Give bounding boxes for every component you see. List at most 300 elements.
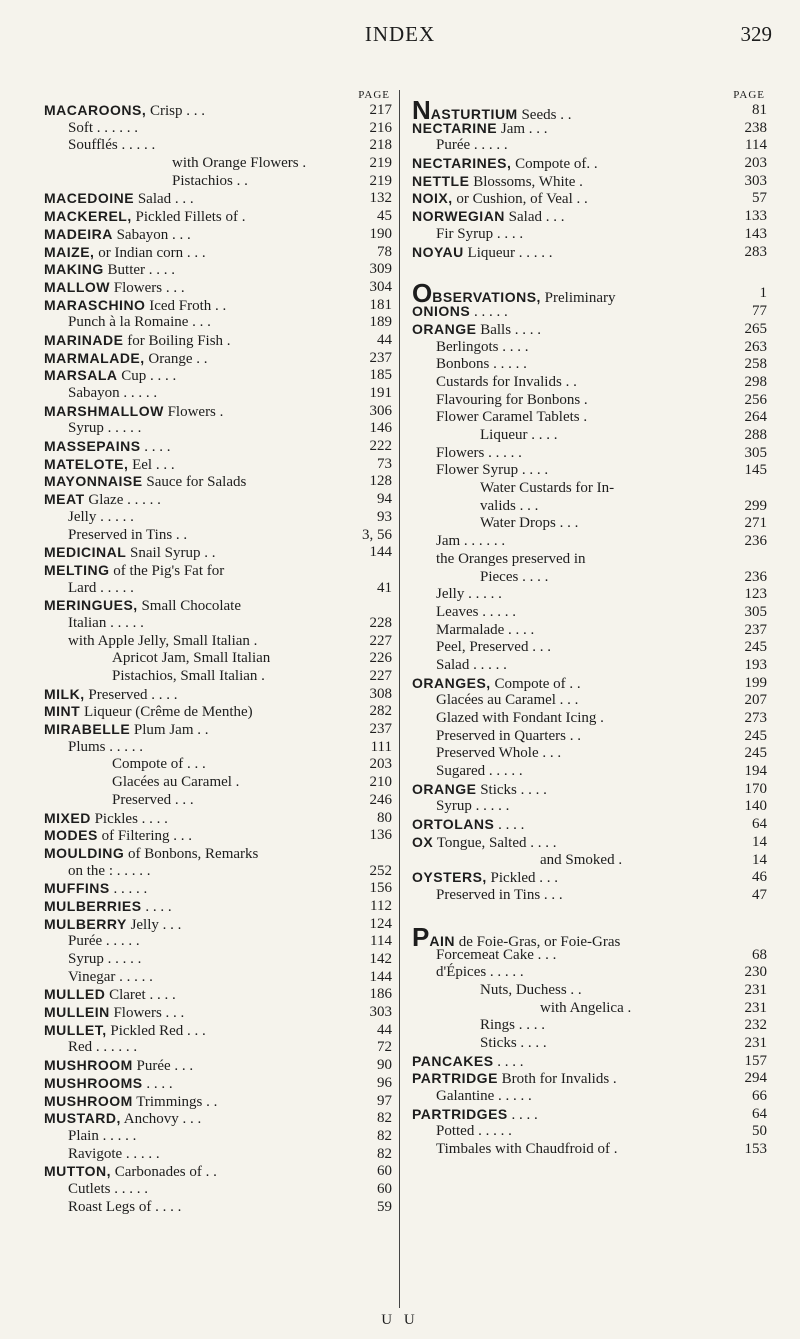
entry-page-number: 231 — [744, 1035, 767, 1051]
entry-description: Small Chocolate — [137, 598, 242, 615]
entry-headword: OYSTERS, — [412, 869, 487, 886]
entry-page-number: 282 — [369, 703, 392, 720]
entry-text — [436, 1123, 512, 1141]
entry-page-number: 14 — [752, 833, 767, 850]
entry-text — [412, 208, 565, 227]
entry-text — [44, 297, 226, 316]
entry-description: Pickled Red . . . — [106, 1022, 206, 1039]
index-entry — [412, 261, 767, 309]
entry-text — [436, 445, 522, 463]
entry-page-number: 226 — [369, 650, 392, 667]
entry-text — [412, 190, 588, 209]
entry-headword: MEDICINAL — [44, 544, 127, 561]
entry-description: Soufflés . . . . . — [68, 137, 156, 154]
entry-page-number: 59 — [377, 1198, 392, 1215]
entry-page-number: 96 — [377, 1074, 392, 1091]
entry-text — [480, 427, 557, 445]
entry-headword: MULLET, — [44, 1021, 107, 1038]
index-entry — [44, 597, 392, 615]
entry-headword: MUSHROOMS — [44, 1074, 143, 1091]
entry-description: Pieces . . . . — [480, 568, 549, 585]
entry-page-number: 273 — [744, 710, 767, 726]
entry-page-number: 193 — [744, 656, 767, 673]
entry-page-number: 236 — [744, 533, 767, 550]
entry-description: Syrup . . . . . — [68, 420, 142, 437]
entry-headword: MUSHROOM — [44, 1057, 133, 1074]
entry-description: Sticks . . . . — [480, 1035, 547, 1051]
entry-page-number: 288 — [744, 427, 767, 443]
entry-text — [68, 1146, 160, 1164]
entry-description: Flowers . . . — [109, 1005, 185, 1022]
entry-text — [436, 692, 578, 710]
entry-page-number: 298 — [744, 373, 767, 390]
entry-text — [68, 137, 155, 155]
entry-description: with Apple Jelly, Small Italian . — [68, 632, 258, 649]
entry-page-number: 219 — [369, 172, 392, 189]
index-entry — [44, 420, 392, 438]
entry-description: Sauce for Salads — [142, 474, 247, 491]
index-entry — [412, 515, 767, 533]
entry-page-number: 191 — [369, 385, 392, 401]
entry-page-number: 68 — [752, 946, 767, 963]
entry-description: of Filtering . . . — [97, 828, 193, 845]
entry-headword: MUSHROOM — [44, 1092, 133, 1109]
entry-page-number: 60 — [377, 1180, 392, 1197]
entry-text — [412, 303, 508, 322]
entry-page-number: 305 — [744, 444, 767, 461]
entry-description: Plain . . . . . — [68, 1127, 137, 1144]
entry-headword: NORWEGIAN — [412, 208, 505, 225]
entry-text — [112, 774, 239, 792]
entry-page-number: 189 — [369, 314, 392, 331]
entry-page-number: 64 — [752, 1105, 767, 1122]
entry-description: Butter . . . . — [103, 262, 176, 279]
entry-headword: MUTTON, — [44, 1163, 112, 1180]
index-entry — [44, 173, 392, 191]
entry-headword: NETTLE — [412, 172, 470, 189]
entry-page-number: 44 — [377, 1021, 392, 1038]
entry-text — [436, 604, 516, 622]
entry-text — [412, 173, 583, 192]
entry-text — [412, 1070, 617, 1089]
index-entry — [44, 350, 392, 368]
entry-text — [44, 544, 215, 563]
entry-text — [68, 1199, 181, 1217]
entry-page-number: 3, 56 — [362, 526, 392, 543]
entry-text — [44, 986, 176, 1005]
entry-text — [412, 869, 558, 888]
entry-headword: MATELOTE, — [44, 455, 129, 472]
entry-description: Trimmings . . — [132, 1093, 218, 1110]
entry-text — [68, 1039, 137, 1057]
index-entry — [44, 527, 392, 545]
entry-text — [68, 314, 211, 332]
entry-text — [44, 916, 181, 935]
entry-description: Preserved Whole . . . — [436, 745, 562, 762]
entry-page-number: 1 — [759, 285, 767, 302]
entry-description: Pickled . . . — [486, 870, 559, 887]
entry-description: on the : . . . . . — [68, 862, 151, 879]
entry-text — [68, 120, 138, 138]
index-entry — [44, 1128, 392, 1146]
entry-description: Broth for Invalids . — [497, 1071, 617, 1088]
entry-description: valids . . . — [480, 497, 539, 514]
index-entry — [412, 947, 767, 965]
index-entry — [412, 692, 767, 710]
index-entry — [44, 1075, 392, 1093]
index-entry — [44, 473, 392, 491]
entry-description: Salad . . . — [504, 209, 565, 226]
entry-page-number: 264 — [744, 409, 767, 426]
index-entry — [44, 562, 392, 580]
drop-initial: P — [412, 921, 430, 952]
entry-description: d'Épices . . . . . — [436, 964, 524, 981]
entry-text — [44, 845, 258, 864]
entry-page-number: 123 — [744, 586, 767, 603]
entry-headword: MILK, — [44, 685, 85, 702]
entry-description: Glaze . . . . . — [84, 492, 161, 509]
entry-description: Pistachios . . — [172, 172, 248, 189]
entry-text — [44, 438, 171, 457]
entry-page-number: 94 — [377, 491, 392, 508]
entry-text — [436, 462, 548, 480]
entry-text — [68, 633, 257, 651]
index-entry — [44, 880, 392, 898]
entry-page-number: 50 — [752, 1123, 767, 1140]
entry-description: Salad . . . — [134, 191, 194, 208]
entry-description: Purée . . . . . — [68, 933, 140, 950]
entry-description: Flowers . — [163, 403, 224, 420]
index-entry — [44, 1093, 392, 1111]
entry-description: Soft . . . . . . — [68, 119, 139, 136]
index-entry — [44, 155, 392, 173]
entry-page-number: 199 — [744, 674, 767, 691]
entry-description: Cup . . . . — [117, 368, 177, 385]
entry-page-number: 303 — [744, 172, 767, 189]
entry-headword: MERINGUES, — [44, 597, 138, 614]
index-entry — [412, 675, 767, 693]
index-entry — [44, 120, 392, 138]
entry-text — [44, 491, 161, 510]
entry-text — [480, 982, 582, 1000]
entry-text — [68, 615, 144, 633]
index-entry — [412, 339, 767, 357]
left-entry-list — [44, 102, 392, 1216]
entry-page-number: 203 — [369, 756, 392, 773]
entry-description: Red . . . . . . — [68, 1039, 138, 1056]
entry-page-number: 133 — [744, 208, 767, 225]
entry-text — [480, 1017, 545, 1035]
entry-text — [412, 1053, 524, 1072]
entry-description: with Orange Flowers . — [172, 155, 307, 172]
entry-text — [44, 703, 253, 722]
entry-headword: MARASCHINO — [44, 296, 146, 313]
entry-text — [436, 639, 551, 657]
index-entry — [412, 887, 767, 905]
entry-headword: MALLOW — [44, 278, 110, 295]
entry-page-number: 93 — [377, 508, 392, 525]
page-number: 329 — [740, 22, 772, 46]
entry-headword: AIN — [429, 932, 455, 949]
entry-page-number: 140 — [744, 798, 767, 815]
entry-headword: NOIX, — [412, 190, 453, 207]
index-entry — [44, 810, 392, 828]
entry-description: Plums . . . . . — [68, 738, 144, 755]
entry-page-number: 170 — [744, 780, 767, 797]
entry-text — [436, 964, 524, 982]
entry-description: of the Pig's Fat for — [109, 562, 225, 579]
entry-text — [44, 102, 205, 121]
entry-headword: MAKING — [44, 261, 104, 278]
index-entry — [44, 633, 392, 651]
entry-page-number: 237 — [369, 349, 392, 366]
signature-mark: U U — [381, 1312, 419, 1328]
column-divider — [399, 90, 400, 1308]
index-entry — [412, 173, 767, 191]
entry-text — [436, 657, 507, 675]
entry-page-number: 303 — [369, 1004, 392, 1021]
page-column-label: PAGE — [358, 89, 390, 101]
index-entry — [412, 622, 767, 640]
entry-description: . . . . — [140, 439, 171, 456]
index-entry — [44, 297, 392, 315]
entry-description: Sabayon . . . . . — [68, 385, 158, 401]
index-entry — [44, 1181, 392, 1199]
entry-text — [480, 1035, 547, 1053]
entry-text — [44, 1057, 193, 1076]
entry-page-number: 256 — [744, 391, 767, 408]
index-entry — [44, 261, 392, 279]
entry-text — [436, 137, 508, 155]
entry-description: Preserved . . . . — [84, 686, 178, 703]
entry-page-number: 219 — [369, 155, 392, 172]
entry-text — [436, 374, 577, 392]
entry-page-number: 72 — [377, 1039, 392, 1056]
entry-page-number: 64 — [752, 816, 767, 833]
entry-text — [436, 1141, 618, 1159]
entry-page-number: 82 — [377, 1127, 392, 1144]
entry-text — [68, 951, 141, 969]
entry-page-number: 142 — [369, 951, 392, 967]
entry-page-number: 207 — [744, 692, 767, 709]
index-entry — [44, 792, 392, 810]
entry-text — [68, 969, 153, 987]
entry-description: Jelly . . . . . — [436, 586, 502, 603]
entry-text — [112, 668, 265, 686]
index-entry — [412, 745, 767, 763]
entry-description: Jelly . . . . . — [68, 508, 134, 525]
entry-text — [44, 898, 172, 917]
entry-page-number: 124 — [369, 915, 392, 932]
entry-page-number: 294 — [744, 1070, 767, 1087]
entry-page-number: 90 — [377, 1057, 392, 1074]
index-entry — [412, 498, 767, 516]
page-title: INDEX — [364, 22, 436, 46]
index-entry — [412, 409, 767, 427]
entry-text — [68, 1181, 148, 1199]
entry-description: de Foie-Gras, or Foie-Gras — [454, 933, 621, 950]
entry-text — [412, 155, 598, 174]
entry-text — [412, 321, 541, 340]
entry-description: Crisp . . . — [146, 103, 205, 119]
index-entry — [412, 303, 767, 321]
index-entry — [412, 462, 767, 480]
entry-headword: MODES — [44, 827, 98, 844]
entry-page-number: 309 — [369, 261, 392, 278]
entry-text — [44, 244, 206, 263]
index-entry — [44, 703, 392, 721]
index-entry — [412, 427, 767, 445]
entry-page-number: 157 — [744, 1052, 767, 1069]
entry-text — [44, 190, 194, 209]
entry-text — [412, 834, 556, 853]
index-entry — [44, 863, 392, 881]
entry-text — [436, 356, 527, 374]
entry-text — [44, 279, 185, 298]
entry-page-number: 265 — [744, 320, 767, 337]
entry-page-number: 77 — [752, 303, 767, 320]
entry-text — [436, 947, 556, 965]
entry-page-number: 245 — [744, 639, 767, 656]
entry-description: . . . . — [493, 1053, 524, 1070]
entry-text — [44, 686, 178, 705]
entry-description: Preserved in Quarters . . — [436, 727, 581, 744]
entry-headword: PARTRIDGES — [412, 1105, 508, 1122]
entry-text — [44, 1110, 201, 1129]
entry-text — [172, 155, 306, 173]
entry-description: Eel . . . — [128, 456, 175, 473]
entry-page-number: 236 — [744, 568, 767, 585]
entry-description: Iced Froth . . — [145, 297, 227, 314]
entry-description: with Angelica . — [540, 999, 632, 1016]
entry-headword: ASTURTIUM — [430, 106, 518, 122]
entry-text — [44, 827, 192, 846]
entry-text — [44, 562, 224, 581]
entry-headword: NECTARINES, — [412, 155, 512, 172]
entry-headword: MEAT — [44, 491, 85, 508]
entry-text — [412, 781, 547, 800]
entry-text — [436, 710, 604, 728]
index-entry — [412, 569, 767, 587]
entry-text — [44, 208, 245, 227]
entry-page-number: 181 — [369, 296, 392, 313]
entry-headword: MELTING — [44, 561, 110, 578]
entry-page-number: 47 — [752, 886, 767, 903]
entry-text — [412, 816, 524, 835]
entry-description: Ravigote . . . . . — [68, 1145, 160, 1162]
index-entry — [44, 845, 392, 863]
entry-description: Jam . . . . . . — [436, 533, 506, 550]
entry-description: Potted . . . . . — [436, 1123, 512, 1140]
entry-headword: MASSEPAINS — [44, 438, 141, 455]
entry-description: Jam . . . — [497, 120, 548, 137]
entry-text — [44, 261, 175, 280]
entry-description: Preserved in Tins . . — [68, 526, 188, 543]
entry-description: Flower Caramel Tablets . — [436, 409, 588, 426]
entry-page-number: 231 — [744, 981, 767, 998]
entry-text — [44, 456, 175, 475]
entry-headword: ORTOLANS — [412, 816, 495, 833]
entry-text — [44, 403, 223, 422]
index-entry — [44, 898, 392, 916]
index-entry — [412, 480, 767, 498]
entry-page-number: 299 — [744, 497, 767, 514]
entry-description: Marmalade . . . . — [436, 621, 535, 638]
entry-text — [540, 1000, 631, 1018]
entry-description: Pistachios, Small Italian . — [112, 668, 265, 684]
index-entry — [412, 657, 767, 675]
entry-text — [44, 1075, 173, 1094]
index-entry — [412, 356, 767, 374]
entry-headword: MACKEREL, — [44, 208, 132, 225]
entry-page-number: 283 — [744, 243, 767, 260]
entry-text — [68, 863, 151, 881]
entry-text — [436, 622, 534, 640]
entry-page-number: 156 — [369, 880, 392, 897]
entry-description: Timbales with Chaudfroid of . — [436, 1141, 618, 1158]
entry-page-number: 227 — [369, 632, 392, 649]
entry-description: Preliminary — [540, 290, 616, 307]
index-entry — [44, 580, 392, 598]
index-entry — [44, 668, 392, 686]
index-entry — [412, 244, 767, 262]
index-entry — [44, 456, 392, 474]
index-entry — [44, 137, 392, 155]
entry-page-number: 222 — [369, 438, 392, 455]
index-entry — [44, 615, 392, 633]
entry-text — [68, 933, 140, 951]
entry-text — [44, 597, 241, 616]
entry-description: Pickled Fillets of . — [131, 209, 246, 226]
index-entry — [44, 544, 392, 562]
entry-page-number: 78 — [377, 243, 392, 260]
entry-description: Flower Syrup . . . . — [436, 462, 549, 479]
entry-text — [44, 1163, 217, 1182]
entry-page-number: 304 — [369, 278, 392, 295]
entry-page-number: 245 — [744, 745, 767, 762]
entry-headword: MARSHMALLOW — [44, 402, 164, 419]
index-entry — [44, 969, 392, 987]
entry-text — [44, 226, 191, 245]
index-entry — [44, 827, 392, 845]
entry-description: Liqueur . . . . — [480, 427, 558, 443]
entry-page-number: 111 — [370, 738, 392, 755]
index-entry — [44, 686, 392, 704]
entry-text — [44, 1004, 184, 1023]
entry-text — [44, 473, 246, 492]
entry-description: . . . . — [141, 898, 172, 915]
entry-description: and Smoked . — [540, 851, 623, 868]
entry-description: Pickles . . . . — [90, 810, 168, 827]
entry-headword: NOYAU — [412, 243, 464, 260]
entry-page-number: 44 — [377, 331, 392, 348]
entry-description: Seeds . . — [517, 107, 572, 123]
entry-description: Salad . . . . . — [436, 656, 507, 673]
page-column-label: PAGE — [733, 89, 765, 101]
entry-page-number: 60 — [377, 1163, 392, 1180]
entry-text — [112, 650, 270, 668]
entry-page-number: 146 — [369, 420, 392, 437]
entry-headword: MACEDOINE — [44, 190, 135, 207]
entry-page-number: 97 — [377, 1092, 392, 1109]
entry-headword: MIRABELLE — [44, 721, 131, 738]
entry-text — [480, 515, 578, 533]
entry-text — [44, 721, 209, 740]
entry-headword: MAIZE, — [44, 243, 95, 260]
index-entry — [44, 1057, 392, 1075]
entry-description: Liqueur (Crême de Menthe) — [80, 704, 253, 721]
entry-page-number: 308 — [369, 685, 392, 702]
